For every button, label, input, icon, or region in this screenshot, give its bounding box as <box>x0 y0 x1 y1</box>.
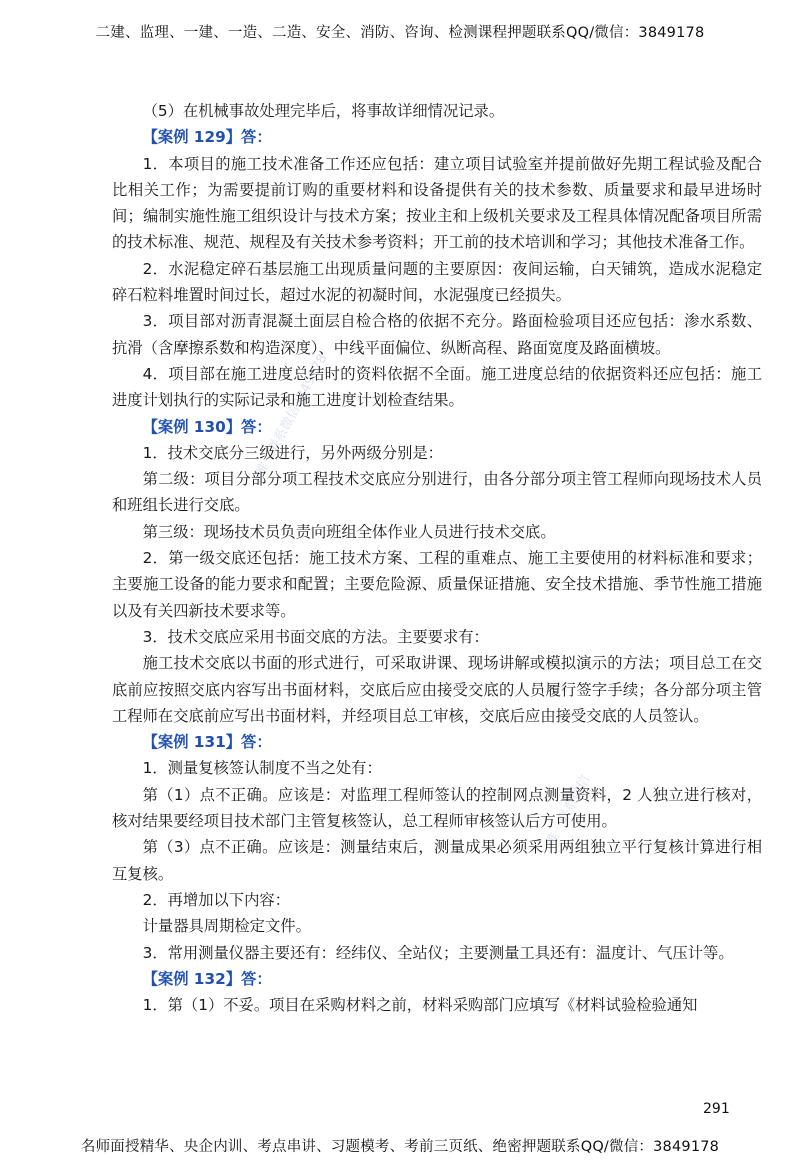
paragraph: 1．本项目的施工技术准备工作还应包括：建立项目试验室并提前做好先期工程试验及配合比相关工作；为需要提前订购的重要材料和设备提供有关的技术参数、质量要求和最早进场时间；编制实施性施工组织设计与技术方案；按业主和上级机关要求及工程具体情况配备项目所需的技术标准、规范、规程及有关技术参考资料；开工前的技术培训和学习；其他技术准备工作。 <box>112 154 762 252</box>
paragraph: 2．第一级交底还包括：施工技术方案、工程的重难点、施工主要使用的材料标准和要求；主要施工设备的能力要求和配置；主要危险源、质量保证措施、安全技术措施、季节性施工措施以及有关四新技术要求等。 <box>112 549 762 620</box>
case-heading: 【案例 131】答： <box>142 733 272 752</box>
paragraph: 第（1）点不正确。应该是：对监理工程师签认的控制网点测量资料，2 人独立进行核对，核对结果要经项目技术部门主管复核签认，总工程师审核签认后方可使用。 <box>112 785 762 831</box>
header-banner: 二建、监理、一建、一造、二造、安全、消防、咨询、检测课程押题联系QQ/微信：3849178 <box>95 25 705 41</box>
case-heading: 【案例 129】答： <box>142 128 272 147</box>
paragraph: 1．第（1）不妥。项目在采购材料之前，材料采购部门应填写《材料试验检验通知 <box>142 996 698 1015</box>
paragraph: 4．项目部在施工进度总结时的资料依据不全面。施工进度总结的依据资料还应包括：施工进度计划执行的实际记录和施工进度计划检查结果。 <box>112 364 762 410</box>
paragraph: 第三级：现场技术员负责向班组全体作业人员进行技术交底。 <box>142 522 556 541</box>
footer-banner: 名师面授精华、央企内训、考点串讲、习题模考、考前三页纸、绝密押题联系QQ/微信：3849178 <box>80 1139 720 1155</box>
watermark: 唯一联系微信 <box>543 772 594 849</box>
paragraph: （5）在机械事故处理完毕后，将事故详细情况记录。 <box>142 102 505 120</box>
case-heading: 【案例 130】答： <box>142 417 272 436</box>
watermark: 唯一联系微信3849178 <box>253 351 331 479</box>
case-heading: 【案例 132】答： <box>142 969 272 988</box>
paragraph: 2．再增加以下内容： <box>142 890 290 909</box>
paragraph: 3．常用测量仪器主要还有：经纬仪、全站仪；主要测量工具还有：温度计、气压计等。 <box>142 943 734 962</box>
paragraph: 2．水泥稳定碎石基层施工出现质量问题的主要原因：夜间运输，白天铺筑，造成水泥稳定碎石粒料堆置时间过长，超过水泥的初凝时间，水泥强度已经损失。 <box>112 259 762 305</box>
paragraph: 3．项目部对沥青混凝土面层自检合格的依据不充分。路面检验项目还应包括：渗水系数、抗滑（含摩擦系数和构造深度）、中线平面偏位、纵断高程、路面宽度及路面横坡。 <box>112 312 762 357</box>
paragraph: 1．测量复核签认制度不当之处有： <box>142 759 382 778</box>
page-number: 291 <box>703 1101 730 1117</box>
paragraph: 1．技术交底分三级进行，另外两级分别是： <box>142 443 443 462</box>
paragraph: 第二级：项目分部分项工程技术交底应分别进行，由各分部分项主管工程师向现场技术人员和班组长进行交底。 <box>112 470 762 515</box>
document-body <box>112 98 762 1018</box>
paragraph: 计量器具周期检定文件。 <box>142 917 311 936</box>
paragraph: 3．技术交底应采用书面交底的方法。主要要求有： <box>142 627 489 646</box>
paragraph: 第（3）点不正确。应该是：测量结束后，测量成果必须采用两组独立平行复核计算进行相互复核。 <box>112 838 762 883</box>
paragraph: 施工技术交底以书面的形式进行，可采取讲课、现场讲解或模拟演示的方法；项目总工在交底前应按照交底内容写出书面材料，交底后应由接受交底的人员履行签字手续；各分部分项主管工程师在交底前应写出书面材料，并经项目总工审核，交底后应由接受交底的人员签认。 <box>112 654 762 725</box>
